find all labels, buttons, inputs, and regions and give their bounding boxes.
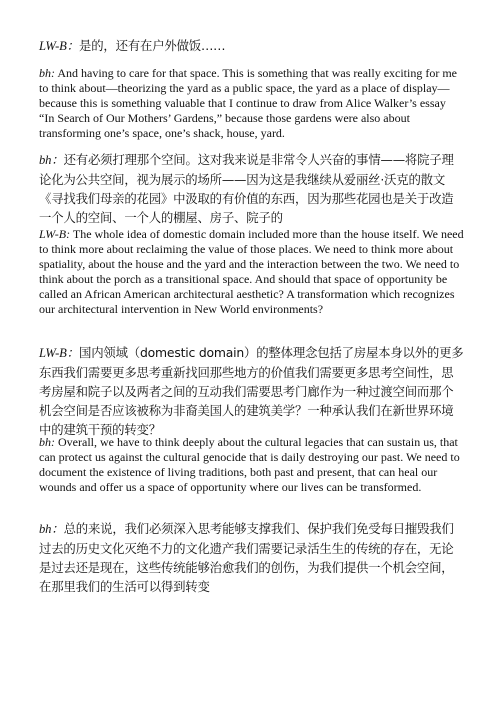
speaker-label: bh: [39, 435, 55, 449]
paragraph-1 [39, 36, 464, 56]
paragraph-text: The whole idea of domestic domain included more than the house itself. We need to think more about reclaiming the value of those places. We need to think more about spatiality, about the house and the yard and the interaction between the two. We need to think about the porch as a transitional space. And should that space of opportunity be called an African American architectural aesthetic? A transformation which recognizes our architectural intervention in New World environments? [39, 227, 464, 316]
paragraph-text: 还有必须打理那个空间。这对我来说是非常令人兴奋的事情——将院子理论化为公共空间，视为展示的场所——因为这是我继续从爱丽丝·沃克的散文《寻找我们母亲的花园》中汲取的有价值的东西，因为那些花园也是关于改造一个人的空间、一个人的棚屋、房子、院子的 [39, 152, 454, 225]
paragraph-text: 国内领域（domestic domain）的整体理念包括了房屋本身以外的更多东西我们需要更多思考重新找回那些地方的价值我们需要更多思考空间性，思考房屋和院子以及两者之间的互动我们需要思考门廊作为一种过渡空间而那个机会空间是否应该被称为非裔美国人的建筑美学？一种承认我们在新世界环境中的建筑干预的转变？ [39, 345, 464, 437]
paragraph-7 [39, 519, 464, 596]
paragraph-3 [39, 150, 464, 227]
paragraph-text: Overall, we have to think deeply about the cultural legacies that can sustain us, that can protect us against the cultural genocide that is daily destroying our past. We need to document the existence of living traditions, both past and present, that can heal our wounds and offer us a space of opportunity where our lives can be transformed. [39, 435, 460, 494]
speaker-label: LW-B： [39, 39, 80, 53]
paragraph-text: And having to care for that space. This is something that was really exciting for me to think about—theorizing the yard as a public space, the yard as a place of display—because this is something valuable that I continue to draw from Alice Walker’s essay “In Search of Our Mothers’ Gardens,” because those gardens were also about transforming one’s space, one’s shack, house, yard. [39, 66, 458, 140]
paragraph-text: 总的来说，我们必须深入思考能够支撑我们、保护我们免受每日摧毁我们过去的历史文化灭绝不力的文化遗产我们需要记录活生生的传统的存在，无论是过去还是现在，这些传统能够治愈我们的创伤，为我们提供一个机会空间，在那里我们的生活可以得到转变 [39, 521, 454, 594]
paragraph-text: 是的，还有在户外做饭…… [79, 38, 226, 53]
speaker-label: bh： [39, 522, 64, 536]
paragraph-4 [39, 227, 464, 317]
speaker-label: LW-B： [39, 346, 80, 360]
speaker-label: LW-B: [39, 227, 71, 241]
paragraph-5 [39, 343, 464, 439]
paragraph-6 [39, 435, 464, 495]
paragraph-2 [39, 66, 464, 141]
speaker-label: bh： [39, 153, 64, 167]
speaker-label: bh: [39, 66, 55, 80]
